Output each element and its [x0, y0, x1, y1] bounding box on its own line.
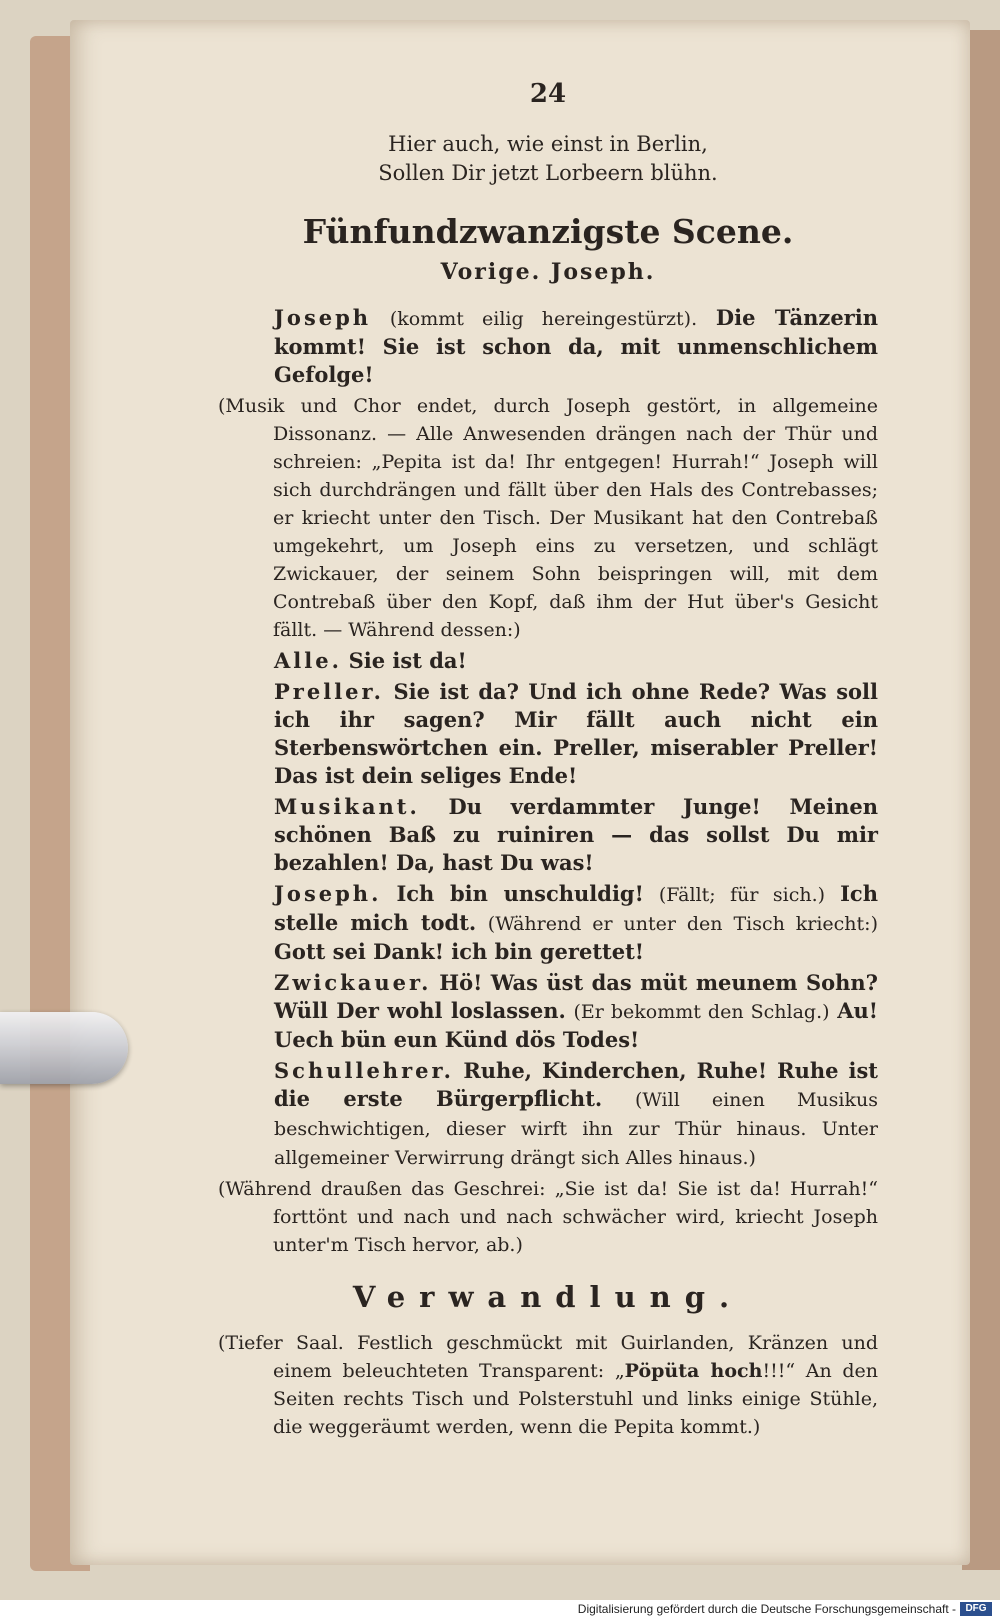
dialogue-schullehrer	[218, 1057, 878, 1172]
dfg-logo-icon: DFG	[960, 1602, 992, 1616]
spoken-text: Ich bin unschuldig!	[396, 881, 644, 906]
speaker-name: Alle.	[274, 648, 342, 673]
stage-direction-block: (Musik und Chor endet, durch Joseph gestört, in allgemeine Dissonanz. — Alle Anwesenden drängen nach der Thür und schreien: „Pepita ist da! Ihr entgegen! Hurrah!“ Joseph will sich durchdrängen und fällt über den Hals des Contrebasses; er kriecht unter den Tisch. Der Musikant hat den Contrebaß umgekehrt, um Joseph eins zu versetzen, und schlägt Zwickauer, der seinem Sohn beispringen will, mit dem Contrebaß über den Kopf, daß ihm der Hut über's Gesicht fällt. — Während dessen:)	[218, 395, 878, 641]
footer-credit: Digitalisierung gefördert durch die Deutsche Forschungsgemeinschaft -	[577, 1602, 956, 1616]
speaker-name: Zwickauer.	[274, 970, 432, 995]
speaker-name: Schullehrer.	[274, 1058, 454, 1083]
stage-direction: (Fällt; für sich.)	[658, 884, 826, 906]
dialogue-joseph-2	[218, 880, 878, 966]
speaker-name: Musikant.	[274, 794, 420, 819]
page-content	[218, 80, 878, 1444]
dialogue-preller	[218, 678, 878, 790]
spoken-text: Ruhe, Kinderchen, Ruhe! Ruhe ist die erste Bürgerpflicht.	[274, 1058, 878, 1111]
verse-block	[218, 130, 878, 188]
dialogue-alle	[218, 647, 878, 675]
scene-persons: Vorige. Joseph.	[440, 259, 656, 285]
transparent-inscription: Pöpüta hoch	[624, 1360, 763, 1382]
stage-direction: (Während er unter den Tisch kriecht:)	[487, 913, 878, 935]
page-clip-holder	[0, 1012, 128, 1084]
transformation-stage-direction	[218, 1329, 878, 1441]
dialogue-joseph-1	[218, 304, 878, 389]
scene-title: Fünfundzwanzigste Scene.	[302, 212, 794, 251]
spoken-text: Ich stelle mich todt.	[274, 881, 878, 935]
verse-line: Sollen Dir jetzt Lorbeern blühn.	[378, 161, 718, 185]
stage-direction-text: !!!“ An den Seiten rechts Tisch und Polsterstuhl und links einige Stühle, die weggeräumt werden, wenn die Pepita kommt.)	[273, 1360, 878, 1438]
spoken-text: Sie ist da!	[348, 648, 467, 673]
verse-line: Hier auch, wie einst in Berlin,	[388, 132, 708, 156]
dialogue-musikant	[218, 793, 878, 877]
stage-direction-text: (Tiefer Saal. Festlich geschmückt mit Guirlanden, Kränzen und einem beleuchteten Transparent: „	[218, 1332, 878, 1382]
spoken-text: Sie ist da? Und ich ohne Rede? Was soll ich ihr sagen? Mir fällt auch nicht ein Sterbenswörtchen ein. Preller, miserabler Preller! Das ist dein seliges Ende!	[274, 679, 878, 788]
spoken-text: Gott sei Dank! ich bin gerettet!	[274, 939, 645, 964]
spoken-text: Die Tänzerin kommt! Sie ist schon da, mit unmenschlichem Gefolge!	[274, 305, 878, 387]
speaker-name: Joseph.	[274, 881, 382, 906]
digitization-footer	[0, 1600, 1000, 1619]
dialogue-zwickauer	[218, 969, 878, 1054]
stage-direction: (Will einen Musikus beschwichtigen, dieser wirft ihn zur Thür hinaus. Unter allgemeiner Verwirrung drängt sich Alles hinaus.)	[274, 1089, 878, 1169]
spoken-text: Hö! Was üst das müt meunem Sohn? Wüll Der wohl loslassen.	[274, 970, 878, 1023]
stage-direction: (Er bekommt den Schlag.)	[573, 1001, 830, 1023]
stage-direction: (kommt eilig hereingestürzt).	[389, 308, 698, 330]
page-number: 24	[529, 79, 567, 109]
spoken-text: Du verdammter Junge! Meinen schönen Baß zu ruiniren — das sollst Du mir bezahlen! Da, hast Du was!	[274, 794, 878, 875]
speaker-name: Joseph	[274, 305, 372, 330]
transformation-title: Verwandlung.	[352, 1280, 744, 1314]
stage-direction-block: (Während draußen das Geschrei: „Sie ist da! Sie ist da! Hurrah!“ forttönt und nach und nach schwächer wird, kriecht Joseph unter'm Tisch hervor, ab.)	[218, 1178, 878, 1256]
speaker-name: Preller.	[274, 679, 384, 704]
spoken-text: Au! Uech bün eun Künd dös Todes!	[274, 998, 878, 1052]
